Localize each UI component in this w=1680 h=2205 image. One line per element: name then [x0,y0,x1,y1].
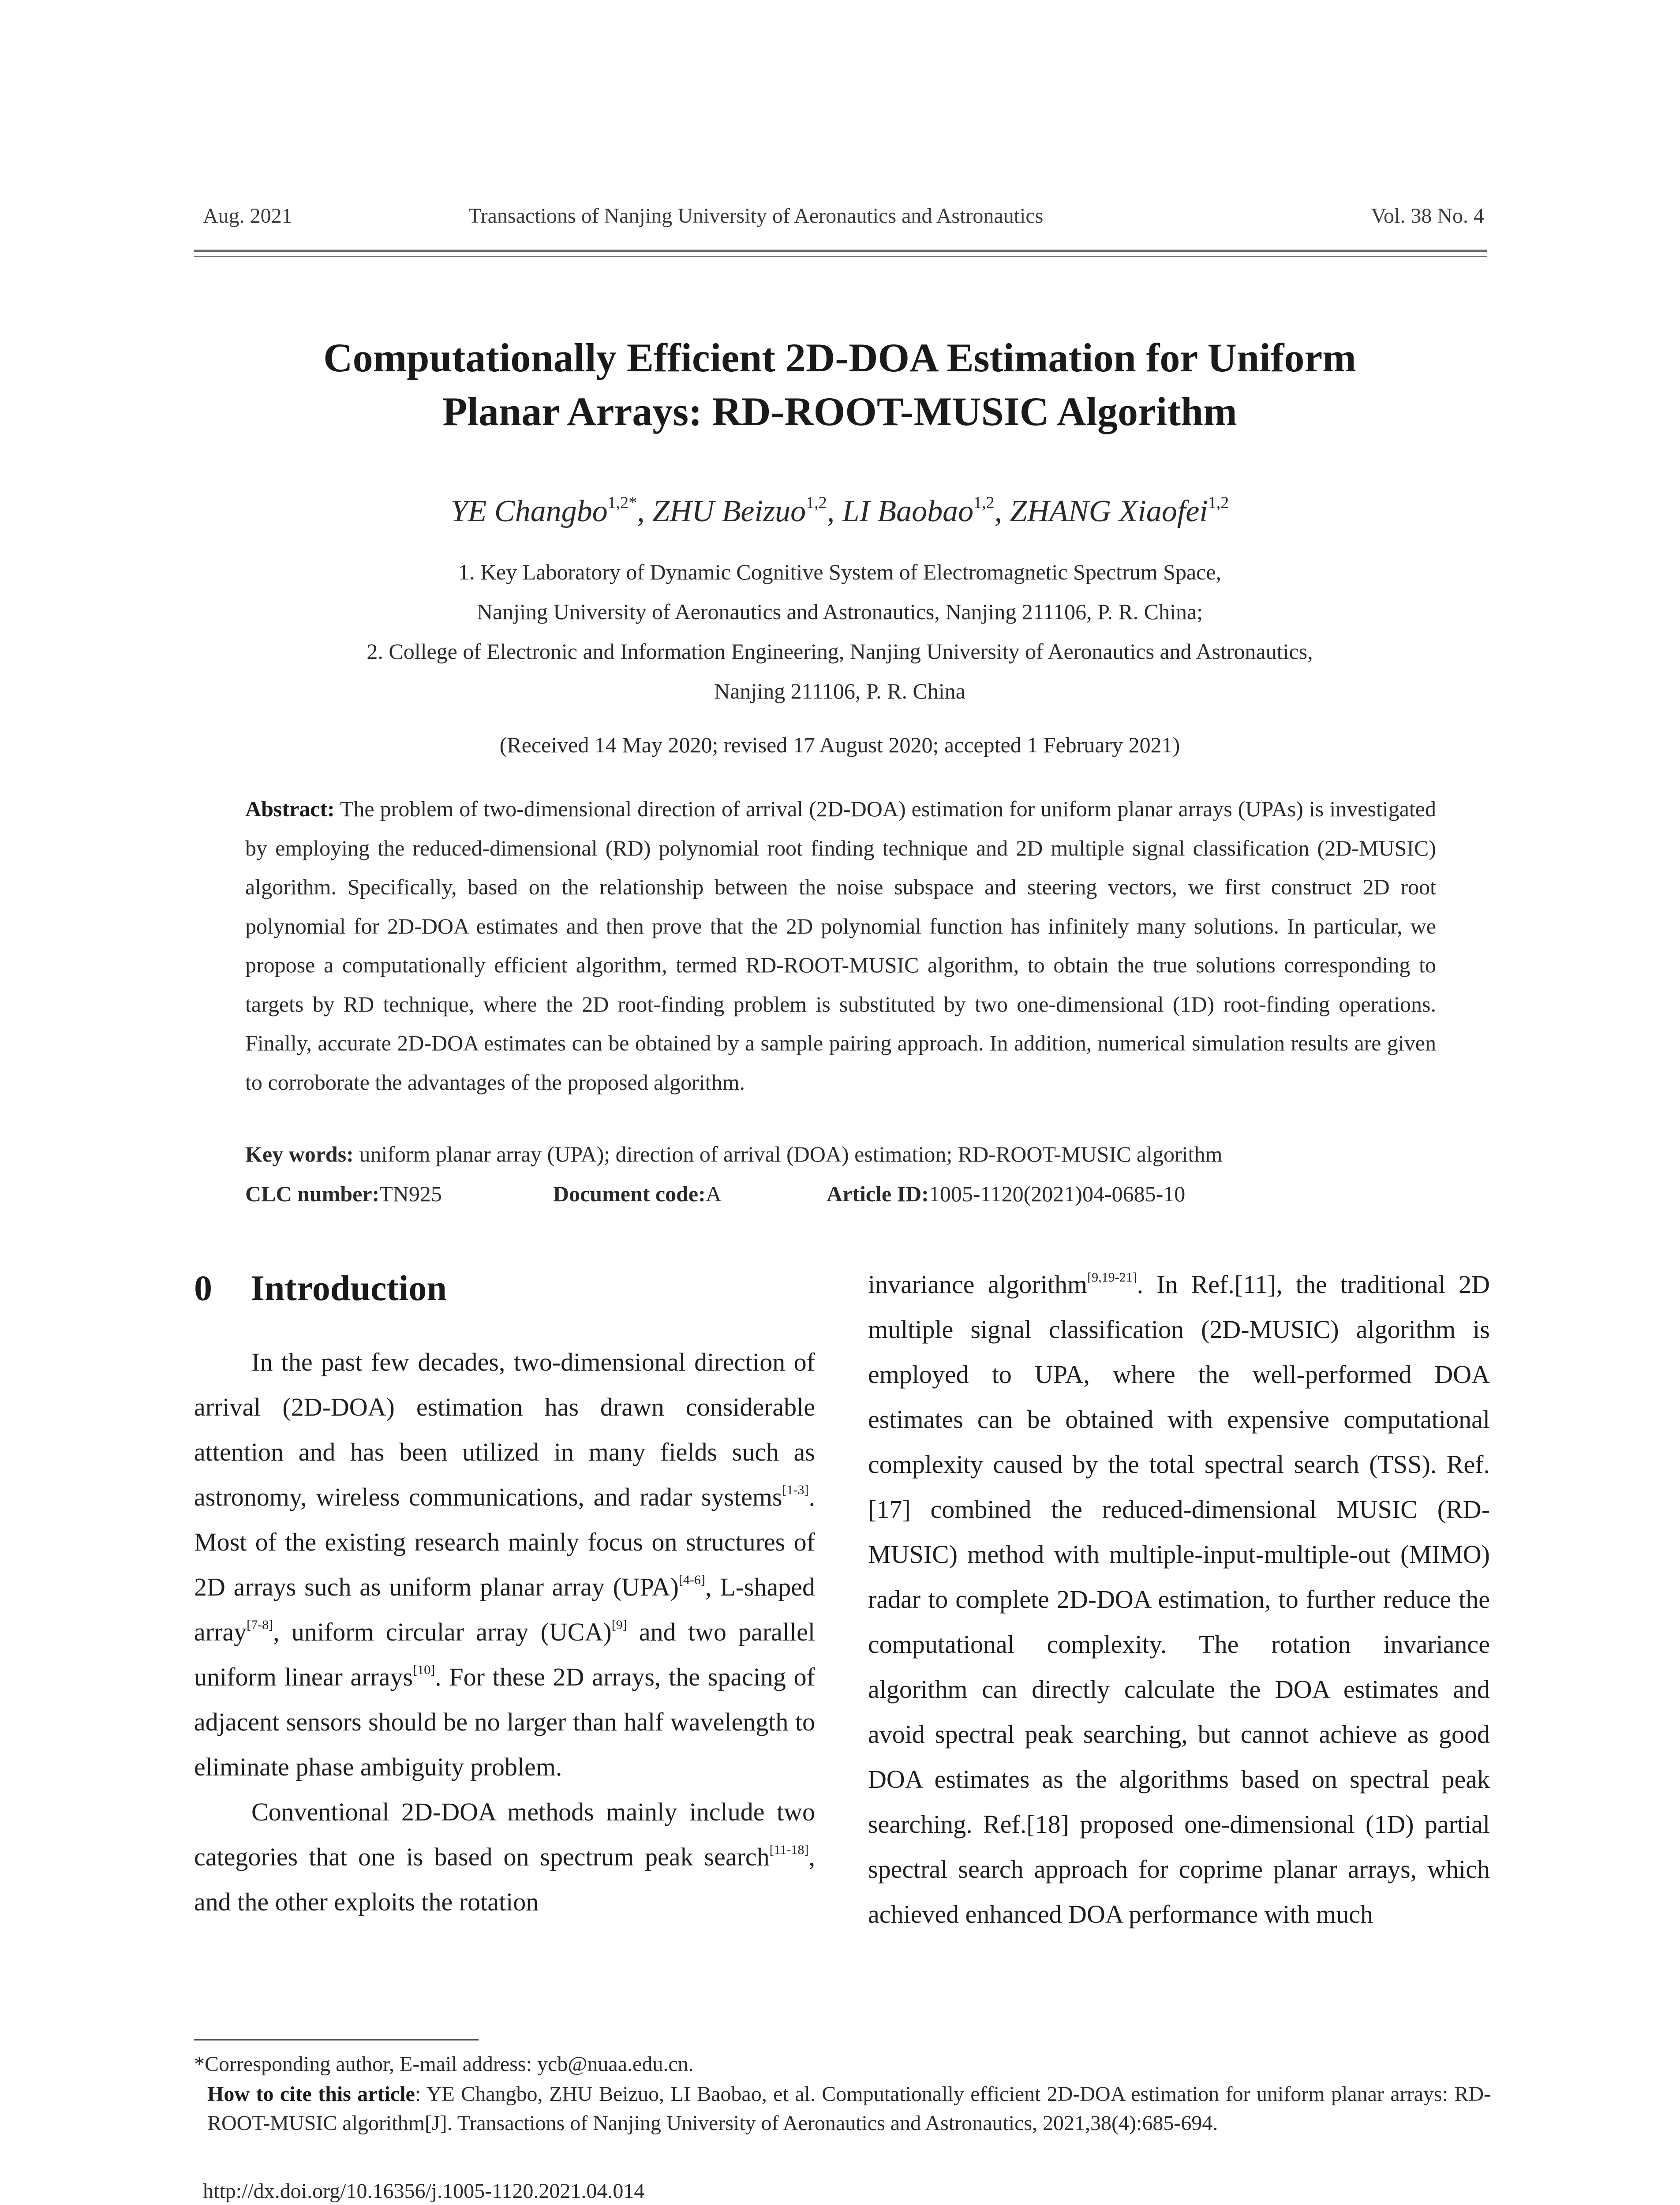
citation: [9,19-21] [1087,1270,1137,1285]
author-affiliation-mark: 1,2 [1208,493,1229,512]
body-column-right [868,1262,1490,1937]
article-id-value: 1005-1120(2021)04-0685-10 [928,1181,1186,1206]
clc-number [245,1181,442,1207]
cite-text: : YE Changbo, ZHU Beizuo, LI Baobao, et al. Computationally efficient 2D-DOA estimation for uniform planar arrays: RD-ROOT-MUSIC algorithm[J]. Transactions of Nanjing University of Aeronautics and Astronautics, 2021,38(4):685-694. [207,2082,1491,2135]
header-volume: Vol. 38 No. 4 [1371,204,1484,228]
body-text: . For these 2D arrays, the spacing of adjacent sensors should be no larger than half wavelength to eliminate phase ambiguity problem. [194,1663,815,1781]
clc-label: CLC number: [245,1181,380,1206]
body-text: Conventional 2D-DOA methods mainly include two categories that one is based on spectrum peak search [194,1798,815,1871]
section-title: Introduction [251,1268,447,1308]
corresponding-author-note: *Corresponding author, E-mail address: ycb@nuaa.edu.cn. [194,2052,694,2076]
section-heading [194,1267,447,1309]
header-date: Aug. 2021 [203,204,292,228]
clc-value: TN925 [379,1181,442,1206]
abstract-label: Abstract: [245,796,335,821]
abstract [245,789,1436,1102]
body-text: , uniform circular array (UCA) [273,1618,612,1646]
doi-link[interactable]: http://dx.doi.org/10.16356/j.1005-1120.2021.04.014 [203,2179,645,2203]
citation: [11-18] [769,1842,809,1857]
body-text: . In Ref.[11], the traditional 2D multiple signal classification (2D-MUSIC) algorithm is employed to UPA, where the well-performed DOA estimates can be obtained with expensive computational complexity caused by the total spectral search (TSS). Ref.[17] combined the reduced-dimensional MUSIC (RD-MUSIC) method with multiple-input-multiple-out (MIMO) radar to complete 2D-DOA estimation, to further reduce the computational complexity. The rotation invariance algorithm can directly calculate the DOA estimates and avoid spectral peak searching, but cannot achieve as good DOA estimates as the algorithms based on spectral peak searching. Ref.[18] proposed one-dimensional (1D) partial spectral search approach for coprime planar arrays, which achieved enhanced DOA performance with much [868,1270,1490,1928]
article-id [827,1181,1185,1207]
body-text: and two parallel uniform linear arrays [194,1618,815,1691]
received-dates: (Received 14 May 2020; revised 17 August 2020; accepted 1 February 2021) [499,733,1180,757]
affiliation-line: Nanjing 211106, P. R. China [714,679,965,703]
author-name: YE Changbo [450,494,608,528]
body-text: In the past few decades, two-dimensional direction of arrival (2D-DOA) estimation has drawn considerable attention and has been utilized in many fields such as astronomy, wireless communications, and radar systems [194,1348,815,1511]
body-text: invariance algorithm [868,1270,1088,1299]
abstract-text: The problem of two-dimensional direction of arrival (2D-DOA) estimation for uniform planar arrays (UPAs) is investigated by employing the reduced-dimensional (RD) polynomial root finding technique and 2D multiple signal classification (2D-MUSIC) algorithm. Specifically, based on the relationship between the noise subspace and steering vectors, we first construct 2D root polynomial for 2D-DOA estimates and then prove that the 2D polynomial function has infinitely many solutions. In particular, we propose a computationally efficient algorithm, termed RD-ROOT-MUSIC algorithm, to obtain the true solutions corresponding to targets by RD technique, where the 2D root-finding problem is substituted by two one-dimensional (1D) root-finding operations. Finally, accurate 2D-DOA estimates can be obtained by a sample pairing approach. In addition, numerical simulation results are given to corroborate the advantages of the proposed algorithm. [245,796,1436,1095]
author-affiliation-mark: 1,2 [806,493,827,512]
intro-paragraph-1 [194,1340,815,1790]
header-rule [194,250,1487,252]
affiliation-line: 1. Key Laboratory of Dynamic Cognitive System of Electromagnetic Spectrum Space, [458,560,1222,584]
affiliation-line: 2. College of Electronic and Information Engineering, Nanjing University of Aeronautics and Astronautics, [367,639,1313,664]
title-line-1: Computationally Efficient 2D-DOA Estimation for Uniform [323,335,1356,380]
citation-note [194,2080,1491,2138]
doc-code-label: Document code: [553,1181,706,1206]
citation: [1-3] [782,1483,809,1497]
keywords-label: Key words: [245,1142,354,1166]
paper-title [176,331,1503,438]
cite-label: How to cite this article [207,2082,415,2106]
author-list: YE Changbo$^{1,2*}$, ZHU Beizuo$^{1,2}$, LI Baobao$^{1,2}$, ZHANG Xiaofei$^{1,2}$ [450,493,1229,528]
author-name: LI Baobao [842,494,974,528]
body-column-left [194,1340,815,1925]
keywords [245,1141,1436,1167]
doc-code-value: A [705,1181,722,1206]
affiliation-line: Nanjing University of Aeronautics and Astronautics, Nanjing 211106, P. R. China; [476,599,1203,624]
author-affiliation-mark: 1,2 [973,493,995,512]
title-line-2: Planar Arrays: RD-ROOT-MUSIC Algorithm [442,389,1237,434]
intro-paragraph-2-continued [868,1262,1490,1937]
citation: [7-8] [247,1618,273,1632]
footnote-rule [194,2039,479,2041]
intro-paragraph-2 [194,1790,815,1925]
header-rule-thin [194,256,1487,257]
citation: [4-6] [678,1573,705,1587]
citation: [9] [611,1618,627,1632]
author-name: ZHANG Xiaofei [1010,494,1208,528]
article-id-label: Article ID: [827,1181,929,1206]
body-text: , and the other exploits the rotation [194,1842,815,1916]
citation: [10] [413,1663,435,1677]
body-text: , L-shaped array [194,1573,815,1646]
author-affiliation-mark: 1,2* [607,493,637,512]
document-code [553,1181,722,1207]
body-text: . Most of the existing research mainly focus on structures of 2D arrays such as uniform planar array (UPA) [194,1483,815,1601]
keywords-text: uniform planar array (UPA); direction of arrival (DOA) estimation; RD-ROOT-MUSIC algorithm [359,1142,1223,1166]
section-number: 0 [194,1268,212,1308]
author-name: ZHU Beizuo [652,494,806,528]
header-journal: Transactions of Nanjing University of Aeronautics and Astronautics [468,204,1044,228]
